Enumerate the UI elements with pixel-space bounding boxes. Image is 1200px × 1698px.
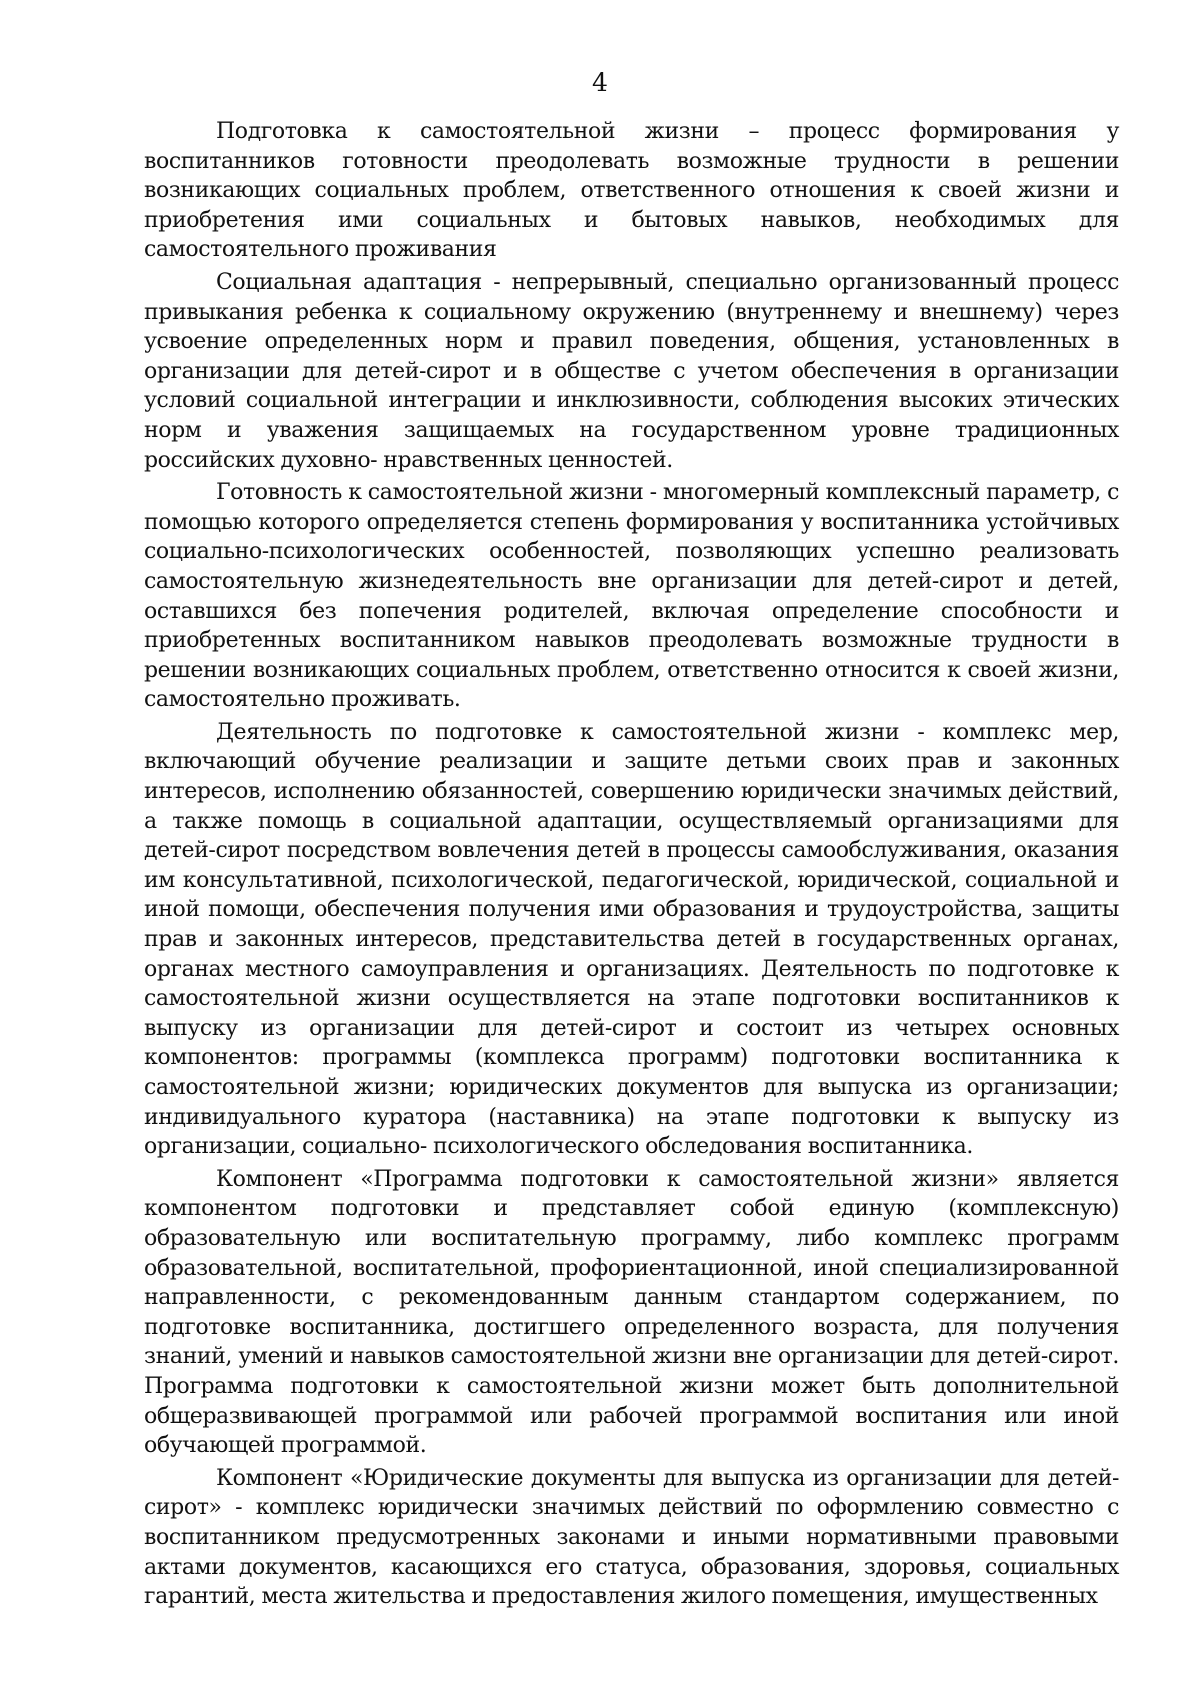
page-number: 4 [592, 68, 608, 97]
paragraph-program-component: Компонент «Программа подготовки к самостоятельной жизни» является компонентом подготовки и представляет собой единую (комплексную) образовательную или воспитательную программу, либо комплекс программ образовательной, воспитательной, профориентационной, иной специализированной направленности, с рекомендованным данным стандартом содержанием, по подготовке воспитанника, достигшего определенного возраста, для получения знаний, умений и навыков самостоятельной жизни вне организации для детей-сирот. Программа подготовки к самостоятельной жизни может быть дополнительной общеразвивающей программой или рабочей программой воспитания или иной обучающей программой. [144, 1166, 1119, 1459]
paragraph-preparation-definition: Подготовка к самостоятельной жизни – процесс формирования у воспитанников готовности преодолевать возможные трудности в решении возникающих социальных проблем, ответственного отношения к своей жизни и приобретения ими социальных и бытовых навыков, необходимых для самостоятельного проживания [144, 119, 1119, 263]
paragraph-legal-documents-component: Компонент «Юридические документы для выпуска из организации для детей-сирот» - комплекс юридически значимых действий по оформлению совместно с воспитанником предусмотренных законами и иными нормативными правовыми актами документов, касающихся его статуса, образования, здоровья, социальных гарантий, места жительства и предоставления жилого помещения, имущественных [144, 1465, 1119, 1610]
paragraph-social-adaptation: Социальная адаптация - непрерывный, специально организованный процесс привыкания ребенка к социальному окружению (внутреннему и внешнему) через усвоение определенных норм и правил поведения, общения, установленных в организации для детей-сирот и в обществе с учетом обеспечения в организации условий социальной интеграции и инклюзивности, соблюдения высоких этических норм и уважения защищаемых на государственном уровне традиционных российских духовно- нравственных ценностей. [144, 269, 1119, 473]
document-body [144, 117, 1119, 1615]
paragraph-readiness: Готовность к самостоятельной жизни - многомерный комплексный параметр, с помощью которого определяется степень формирования у воспитанника устойчивых социально-психологических особенностей, позволяющих успешно реализовать самостоятельную жизнедеятельность вне организации для детей-сирот и детей, оставшихся без попечения родителей, включая определение способности и приобретенных воспитанником навыков преодолевать возможные трудности в решении возникающих социальных проблем, ответственно относится к своей жизни, самостоятельно проживать. [144, 480, 1119, 713]
paragraph-preparation-activity: Деятельность по подготовке к самостоятельной жизни - комплекс мер, включающий обучение реализации и защите детьми своих прав и законных интересов, исполнению обязанностей, совершению юридически значимых действий, а также помощь в социальной адаптации, осуществляемый организациями для детей-сирот посредством вовлечения детей в процессы самообслуживания, оказания им консультативной, психологической, педагогической, юридической, социальной и иной помощи, обеспечения получения ими образования и трудоустройства, защиты прав и законных интересов, представительства детей в государственных органах, органах местного самоуправления и организациях. Деятельность по подготовке к самостоятельной жизни осуществляется на этапе подготовки воспитанников к выпуску из организации для детей-сирот и состоит из четырех основных компонентов: программы (комплекса программ) подготовки воспитанника к самостоятельной жизни; юридических документов для выпуска из организации; индивидуального куратора (наставника) на этапе подготовки к выпуску из организации, социально- психологического обследования воспитанника. [144, 719, 1119, 1160]
